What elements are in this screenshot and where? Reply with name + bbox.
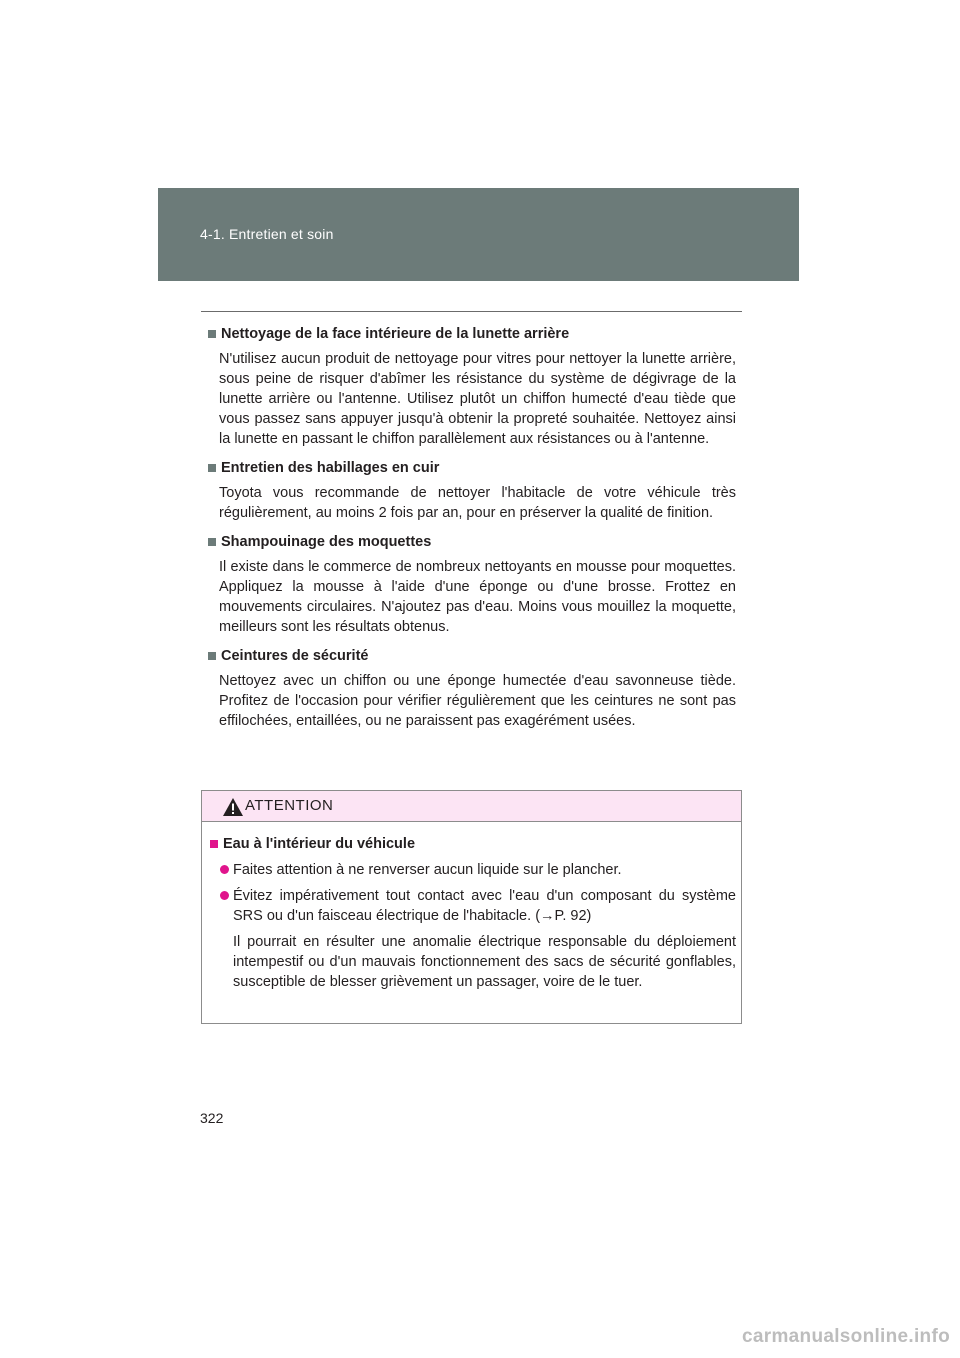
bullet-text: Faites attention à ne renverser aucun liquide sur le plancher. xyxy=(233,862,622,878)
topic-body: Toyota vous recommande de nettoyer l'habitacle de votre véhicule très régulièrement, au moins 2 fois par an, pour en préserver la qualité de finition. xyxy=(219,485,736,521)
attention-note: Il pourrait en résulter une anomalie électrique responsable du déploiement intempestif ou d'un mauvais fonctionnement des sacs de sécurité gonflables, susceptible de blesser grièvement un passager, voire de le tuer. xyxy=(233,934,736,990)
square-bullet-icon xyxy=(208,652,216,660)
attention-box xyxy=(201,790,742,1024)
round-bullet-icon xyxy=(220,865,229,874)
topic-title: Ceintures de sécurité xyxy=(221,648,369,664)
topic-seatbelts xyxy=(208,646,736,731)
page-reference-link[interactable]: (→P. 92) xyxy=(535,908,592,924)
attention-header xyxy=(202,791,741,822)
topic-rear-window xyxy=(208,324,736,449)
topic-title: Shampouinage des moquettes xyxy=(221,534,432,550)
topic-body: Nettoyez avec un chiffon ou une éponge humectée d'eau savonneuse tiède. Profitez de l'occasion pour vérifier régulièrement que les ceintures ne sont pas effilochées, entaillées, ou ne paraissent pas exagérément usées. xyxy=(219,673,736,729)
topic-title: Nettoyage de la face intérieure de la lunette arrière xyxy=(221,326,570,342)
bullet-text: Évitez impérativement tout contact avec l'eau d'un composant du système SRS ou d'un faisceau électrique de l'habitacle. xyxy=(233,888,736,924)
header-band xyxy=(158,188,799,281)
attention-bullet xyxy=(220,860,736,880)
section-title: 4-1. Entretien et soin xyxy=(200,226,334,242)
attention-topic-title: Eau à l'intérieur du véhicule xyxy=(223,836,416,852)
watermark-logo: carmanualsonline.info xyxy=(742,1326,950,1347)
topic-body: N'utilisez aucun produit de nettoyage pour vitres pour nettoyer la lunette arrière, sous peine de risquer d'abîmer les résistance du système de dégivrage de la lunette arrière ou l'antenne. Utilisez plutôt un chiffon humecté d'eau tiède que vous passez sans appuyer jusqu'à obtenir la propreté souhaitée. Nettoyez ainsi la lunette en passant le chiffon parallèlement aux résistances ou à l'antenne. xyxy=(219,351,736,447)
topic-body: Il existe dans le commerce de nombreux nettoyants en mousse pour moquettes. Appliquez la mousse à l'aide d'une éponge ou d'une brosse. Frottez en mouvements circulaires. N'ajoutez pas d'eau. Moins vous mouillez la moquette, meilleurs sont les résultats obtenus. xyxy=(219,559,736,635)
topic-leather xyxy=(208,458,736,523)
square-bullet-icon xyxy=(210,840,218,848)
topic-title: Entretien des habillages en cuir xyxy=(221,460,440,476)
page-number: 322 xyxy=(200,1110,224,1126)
topic-carpet xyxy=(208,532,736,637)
round-bullet-icon xyxy=(220,891,229,900)
square-bullet-icon xyxy=(208,538,216,546)
attention-bullet xyxy=(220,886,736,926)
square-bullet-icon xyxy=(208,330,216,338)
main-content xyxy=(208,324,736,740)
attention-body xyxy=(210,834,736,992)
warning-triangle-icon xyxy=(222,797,244,817)
square-bullet-icon xyxy=(208,464,216,472)
header-rule xyxy=(201,311,742,312)
attention-title: ATTENTION xyxy=(245,797,334,814)
